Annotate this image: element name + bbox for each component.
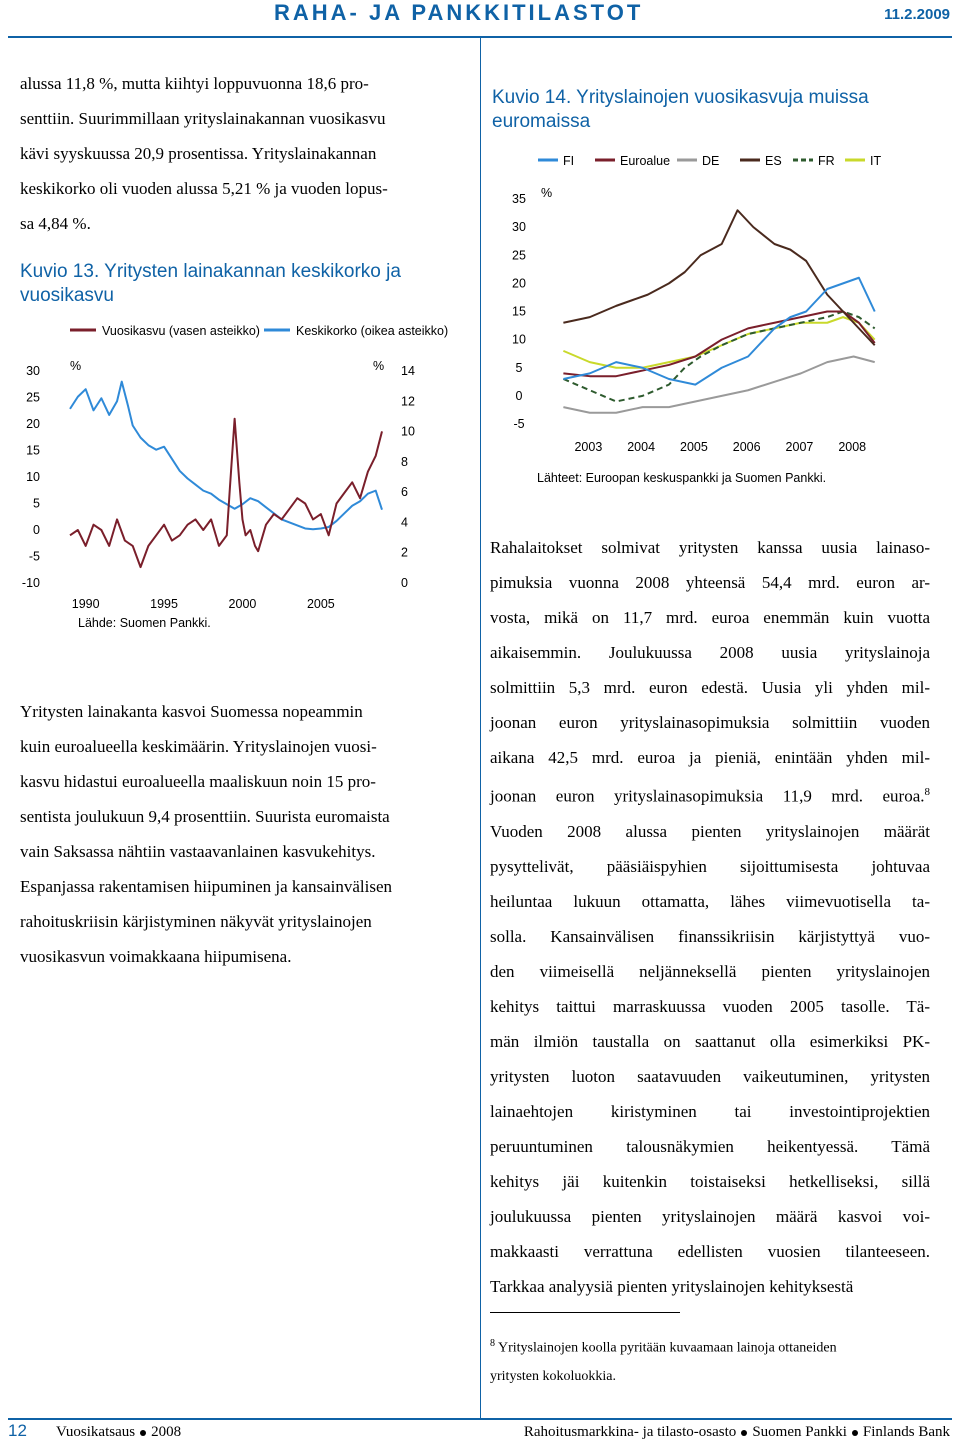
legend-label-fi: FI	[563, 154, 575, 168]
y-tick-label: 35	[512, 192, 526, 206]
legend-label-euroalue: Euroalue	[620, 154, 671, 168]
bullet-icon	[741, 1430, 747, 1436]
y-tick-label: 30	[512, 220, 526, 235]
right-tick-label: 4	[401, 515, 408, 530]
y-tick-label: 10	[512, 332, 526, 347]
right-line: solla. Kansainvälisen finanssikriisin kärjistyttyä vuo-	[490, 926, 930, 946]
figure-14-lines	[563, 210, 874, 413]
left-tick-label: 5	[33, 496, 40, 511]
figure-14-source: Lähteet: Euroopan keskuspankki ja Suomen Pankki.	[537, 471, 827, 485]
left-tick-label: 10	[26, 470, 40, 484]
figure-14-chart	[0, 0, 960, 520]
series-line-es	[563, 210, 874, 345]
footer-right	[524, 1424, 950, 1441]
figure-13-title-line1: Kuvio 13. Yritysten lainakannan keskikorko ja	[20, 261, 401, 282]
right-tick-label: 2	[401, 545, 408, 560]
right-line: vosta, mikä on 11,7 mrd. euroa enemmän kuin vuotta	[490, 608, 930, 627]
right-line: makkaasti verrattuna edellisten vuosien tilanteeseen.	[490, 1241, 930, 1261]
legend-label-it: IT	[870, 154, 882, 168]
footnote-line1: Yrityslainojen koolla pyritään kuvaamaan lainoja ottaneiden	[497, 1340, 837, 1356]
right-line: joulukuussa pienten yrityslainojen määrä kasvoi voi-	[490, 1206, 930, 1226]
footnote-marker: 8	[490, 1338, 495, 1349]
footer-left	[56, 1424, 181, 1441]
right-line: Vuoden 2008 alussa pienten yrityslainojen määrät	[490, 821, 930, 841]
right-tick-label: 0	[401, 576, 408, 590]
y-tick-label: 0	[515, 388, 523, 403]
series-line-fr	[563, 312, 874, 402]
figure-13-source: Lähde: Suomen Pankki.	[78, 616, 211, 630]
left-top-line: kävi syyskuussa 20,9 prosentissa. Yrityslainakannan	[20, 144, 377, 163]
x-tick-label: 1995	[150, 597, 178, 611]
right-line: joonan euron yrityslainasopimuksia solmittiin vuoden	[490, 713, 930, 732]
right-line: solmittiin 5,3 mrd. euron edestä. Uusia yli yhden mil-	[490, 678, 930, 697]
right-tick-label: 14	[401, 364, 415, 378]
right-line: Tarkkaa analyysiä pienten yrityslainojen kehityksestä	[490, 1276, 854, 1296]
left-top-line: keskikorko oli vuoden alussa 5,21 % ja vuoden lopus-	[20, 179, 388, 198]
left-bottom-line: kasvu hidastui euroalueella maaliskuun noin 15 pro-	[20, 772, 376, 791]
right-line: män ilmiön taustalla on saattanut olla esimerkiksi PK-	[490, 1031, 930, 1051]
left-tick-label: 20	[26, 417, 40, 431]
legend-label-es: ES	[765, 154, 782, 168]
left-top-line: senttiin. Suurimmillaan yrityslainakannan vuosikasvu	[20, 109, 386, 128]
left-unit: %	[70, 359, 82, 373]
right-line: joonan euron yrityslainasopimuksia 11,9 mrd. euroa.$^8$	[490, 786, 930, 806]
y-tick-label: 5	[515, 360, 523, 375]
y-tick-label: 20	[512, 276, 526, 291]
x-tick-label: 1990	[71, 597, 100, 611]
right-line: pysyttelivät, pääsiäispyhien sijoittumisesta johtuvaa	[490, 856, 930, 876]
bullet-icon	[852, 1430, 858, 1436]
legend-label-rate: Keskikorko (oikea asteikko)	[296, 324, 449, 338]
series-line-fi	[563, 278, 874, 385]
right-line: aikana 42,5 mrd. euroa ja pieniä, enintään yhden mil-	[490, 748, 930, 767]
x-tick-label: 2005	[680, 440, 708, 454]
left-top-line: sa 4,84 %.	[20, 214, 91, 233]
footer-bank-sv: Finlands Bank	[862, 1424, 950, 1440]
right-line: heiluntaa lukuun ottamatta, lähes viimevuotisella ta-	[490, 891, 930, 911]
right-unit: %	[373, 359, 385, 373]
y-tick-label: 25	[512, 248, 526, 263]
bullet-icon	[140, 1430, 146, 1436]
header-title: RAHA- JA PANKKITILASTOT	[274, 0, 644, 25]
footer-rule	[8, 1418, 952, 1420]
right-line: yritysten luoton saatavuuden vaikeutuminen, yritysten	[490, 1066, 930, 1086]
right-line: kehitys jäi kuitenkin toistaiseksi hetkelliseksi, sillä	[490, 1171, 930, 1191]
x-tick-label: 2004	[627, 440, 656, 454]
footer-publication: Vuosikatsaus	[56, 1424, 136, 1440]
right-line: Rahalaitokset solmivat yritysten kanssa uusia lainaso-	[490, 538, 930, 557]
footer-year: 2008	[151, 1424, 182, 1440]
legend-label-growth: Vuosikasvu (vasen asteikko)	[102, 324, 260, 338]
x-tick-label: 2000	[228, 597, 257, 611]
left-top-line: alussa 11,8 %, mutta kiihtyi loppuvuonna 18,6 pro-	[20, 74, 369, 93]
left-bottom-line: vuosikasvun voimakkaana hiipumisena.	[20, 947, 292, 966]
figure-14-legend	[538, 154, 881, 168]
y-tick-label: -5	[513, 417, 525, 431]
footer-bank-fi: Suomen Pankki	[752, 1424, 847, 1440]
right-tick-label: 10	[401, 424, 415, 439]
x-tick-label: 2005	[306, 597, 335, 611]
footnote	[490, 1330, 930, 1391]
right-paragraph	[490, 530, 930, 1304]
header-date: 11.2.2009	[884, 6, 950, 23]
footnote-reference: 8	[924, 786, 930, 798]
page-number: 12	[8, 1421, 27, 1440]
figure-13-title-line2: vuosikasvu	[20, 285, 114, 306]
x-tick-label: 2007	[785, 440, 814, 454]
left-bottom-line: rahoituskriisin kärjistyminen näkyvät yrityslainojen	[20, 912, 372, 931]
left-tick-label: -5	[28, 549, 40, 564]
left-tick-label: 30	[26, 364, 40, 378]
x-tick-label: 2008	[838, 440, 867, 454]
right-line: lainaehtojen kiristyminen tai investointiprojektien	[490, 1101, 930, 1121]
x-tick-label: 2006	[732, 440, 761, 454]
right-tick-label: 6	[401, 485, 408, 500]
legend-label-de: DE	[702, 154, 720, 168]
y-tick-label: 15	[512, 304, 526, 319]
left-bottom-line: kuin euroalueella keskimäärin. Yrityslainojen vuosi-	[20, 737, 377, 756]
right-line: aikaisemmin. Joulukuussa 2008 uusia yrityslainoja	[490, 643, 930, 662]
left-bottom-line: sentista joulukuun 9,4 prosenttiin. Suurista euromaista	[20, 807, 390, 826]
figure-14-title-line1: Kuvio 14. Yrityslainojen vuosikasvuja muissa	[492, 87, 869, 108]
right-line: den viimeisellä neljänneksellä pienten yrityslainojen	[490, 961, 930, 981]
x-tick-label: 2003	[574, 440, 603, 454]
left-bottom-line: vain Saksassa nähtiin vastaavanlainen kasvukehitys.	[20, 842, 376, 861]
legend-label-fr: FR	[818, 154, 835, 168]
y-unit: %	[541, 186, 553, 200]
right-tick-label: 8	[401, 454, 408, 469]
left-tick-label: 15	[26, 443, 40, 458]
figure-14-title-line2: euromaissa	[492, 111, 591, 132]
right-tick-label: 12	[401, 394, 415, 409]
right-line: kehitys taittui marraskuussa vuoden 2005 tasolle. Tä-	[490, 996, 930, 1016]
left-tick-label: 0	[33, 523, 40, 537]
footnote-line2: yritysten kokoluokkia.	[490, 1368, 616, 1384]
left-bottom-line: Yritysten lainakanta kasvoi Suomessa nopeammin	[20, 702, 363, 721]
left-tick-label: -10	[21, 576, 40, 590]
footnote-rule	[490, 1312, 680, 1313]
left-bottom-line: Espanjassa rakentamisen hiipuminen ja kansainvälisen	[20, 877, 393, 896]
footer-department: Rahoitusmarkkina- ja tilasto-osasto	[523, 1424, 737, 1440]
right-line: peruuntuminen talousnäkymien heikentyessä. Tämä	[490, 1136, 930, 1156]
left-tick-label: 25	[26, 390, 40, 405]
left-paragraph-bottom	[20, 694, 465, 974]
right-line: pimuksia vuonna 2008 yhteensä 54,4 mrd. euron ar-	[490, 573, 930, 592]
